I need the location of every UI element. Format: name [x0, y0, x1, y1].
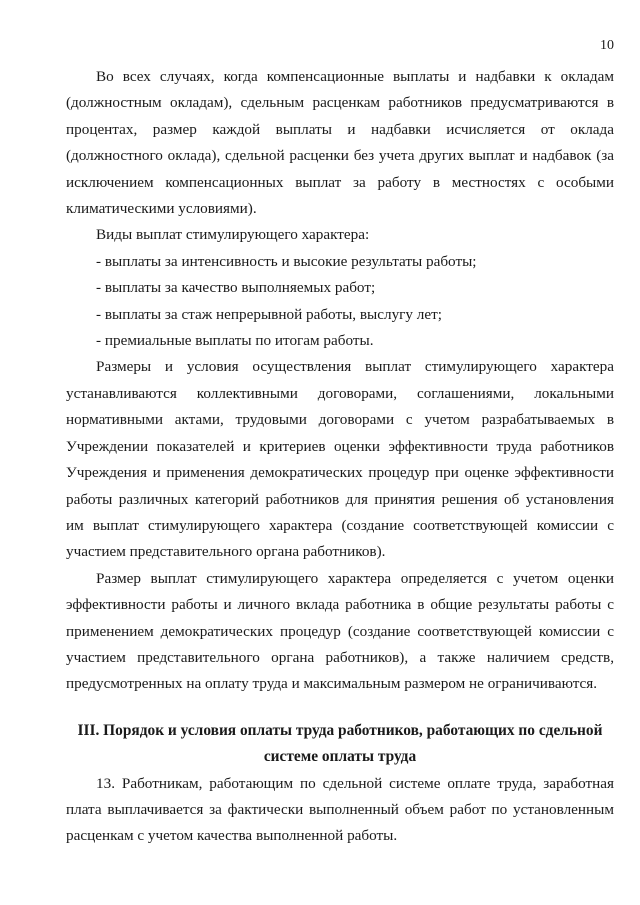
section-title-line-1: III. Порядок и условия оплаты труда работников, работающих по сдельной: [77, 721, 603, 739]
list-item: - выплаты за стаж непрерывной работы, выслугу лет;: [96, 305, 442, 323]
paragraph-incentive-conditions: Размеры и условия осуществления выплат стимулирующего характера устанавливаются коллективными договорами, соглашениями, локальными нормативными актами, трудовыми договорами с учетом разрабатываемых в Учреждении показателей и критериев оценки эффективности труда работников Учреждения и применения демократических процедур при оценке эффективности работы различных категорий работников для принятия решения об установления им выплат стимулирующего характера (создание соответствующей комиссии с участием представительного органа работников).: [66, 358, 614, 561]
section-title-line-2: системе оплаты труда: [263, 748, 417, 766]
paragraph-compensation-percent: Во всех случаях, когда компенсационные выплаты и надбавки к окладам (должностным окладам), сдельным расценкам работников предусматриваются в процентах, размер каждой выплаты и надбавки исчисляется от оклада (должностного оклада), сдельной расценки без учета других выплат и надбавок (за исключением компенсационных выплат за работу в местностях с особыми климатическими условиями).: [66, 68, 614, 218]
list-item: - премиальные выплаты по итогам работы.: [96, 332, 374, 350]
page-number: 10: [600, 38, 614, 53]
list-item: - выплаты за интенсивность и высокие результаты работы;: [96, 252, 477, 270]
paragraph-incentive-amount: Размер выплат стимулирующего характера определяется с учетом оценки эффективности работы и личного вклада работника в общие результаты работы с применением демократических процедур (создание соответствующей комиссии с участием представительного органа работников), а также наличием средств, предусмотренных на оплату труда и максимальным размером не ограничиваются.: [66, 569, 614, 693]
incentive-list-intro: Виды выплат стимулирующего характера:: [96, 226, 370, 244]
list-item: - выплаты за качество выполняемых работ;: [96, 279, 376, 297]
section-title: [66, 718, 614, 771]
document-body: [66, 64, 614, 850]
paragraph-13: 13. Работникам, работающим по сдельной системе оплате труда, заработная плата выплачивается за фактически выполненный объем работ по установленным расценкам с учетом качества выполненной работы.: [66, 774, 614, 845]
